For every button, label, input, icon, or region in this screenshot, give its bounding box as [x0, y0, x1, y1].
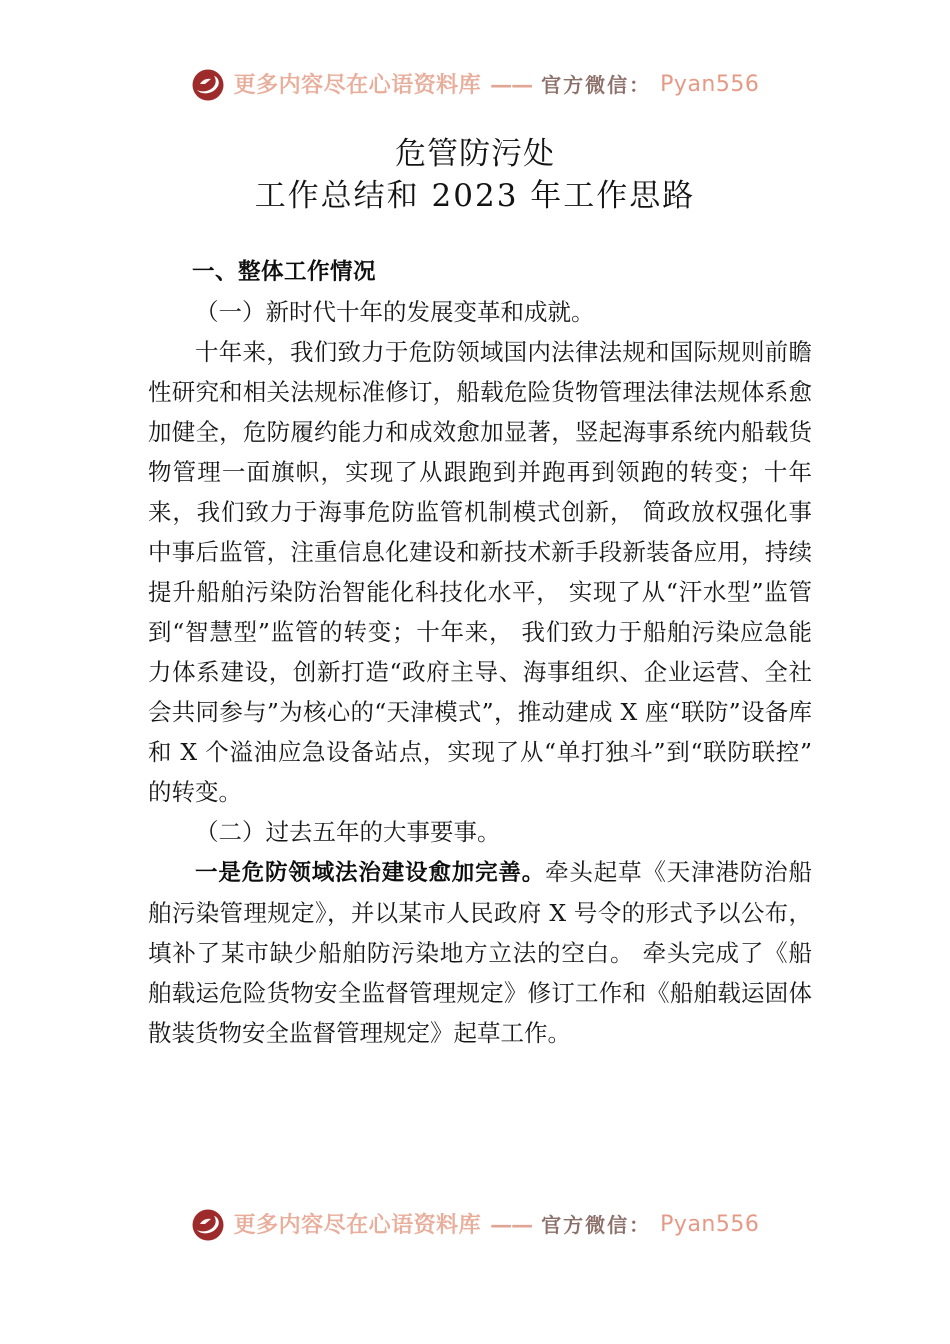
item-1-lead: 一是危防领域法治建设愈加完善。 [195, 860, 546, 886]
subsection-heading-2: （二）过去五年的大事要事。 [195, 818, 501, 846]
watermark-dash: —— [490, 1212, 533, 1238]
watermark-dash: —— [490, 72, 533, 98]
paragraph-2 [148, 852, 812, 1053]
watermark-channel-label: 官方微信： [541, 1213, 652, 1237]
watermark-channel-label: 官方微信： [541, 73, 652, 97]
title-line-2: 工作总结和 2023 年工作思路 [254, 178, 696, 214]
watermark-brand-text: 更多内容尽在心语资料库 [233, 1212, 482, 1238]
paragraph-1: 十年来，我们致力于危防领域国内法律法规和国际规则前瞻性研究和相关法规标准修订，船载危险货物管理法律法规体系愈加健全，危防履约能力和成效愈加显著，竖起海事系统内船载货物管理一面旗帜，实现了从跟跑到并跑再到领跑的转变；十年来，我们致力于海事危防监管机制模式创新， 简政放权强化事中事后监管，注重信息化建设和新技术新手段新装备应用，持续提升船舶污染防治智能化科技化水平， 实现了从“汗水型”监管到“智慧型”监管的转变；十年来， 我们致力于船舶污染应急能力体系建设，创新打造“政府主导、海事组织、企业运营、全社会共同参与”为核心的“天津模式”，推动建成 X 座“联防”设备库和 X 个溢油应急设备站点，实现了从“单打独斗”到“联防联控”的转变。 [148, 338, 812, 806]
section-heading-1: 一、整体工作情况 [192, 259, 377, 285]
circular-swoosh-logo-icon [191, 68, 225, 102]
watermark-handle: Pyan556 [660, 72, 760, 97]
page-title [0, 133, 950, 217]
watermark-brand-text: 更多内容尽在心语资料库 [233, 72, 482, 98]
document-body [148, 252, 812, 1053]
circular-swoosh-logo-icon [191, 1208, 225, 1242]
watermark-bottom [0, 1208, 950, 1242]
subsection-heading-1: （一）新时代十年的发展变革和成就。 [195, 298, 595, 326]
title-line-1: 危管防污处 [395, 136, 555, 172]
watermark-handle: Pyan556 [660, 1212, 760, 1237]
watermark-top [0, 68, 950, 102]
item-1-text: 牵头起草《天津港防治船舶污染管理规定》，并以某市人民政府 X 号令的形式予以公布，填补了某市缺少船舶防污染地方立法的空白。 牵头完成了《船舶载运危险货物安全监督管理规定》修订工作和《船舶载运固体散装货物安全监督管理规定》起草工作。 [148, 858, 812, 1047]
